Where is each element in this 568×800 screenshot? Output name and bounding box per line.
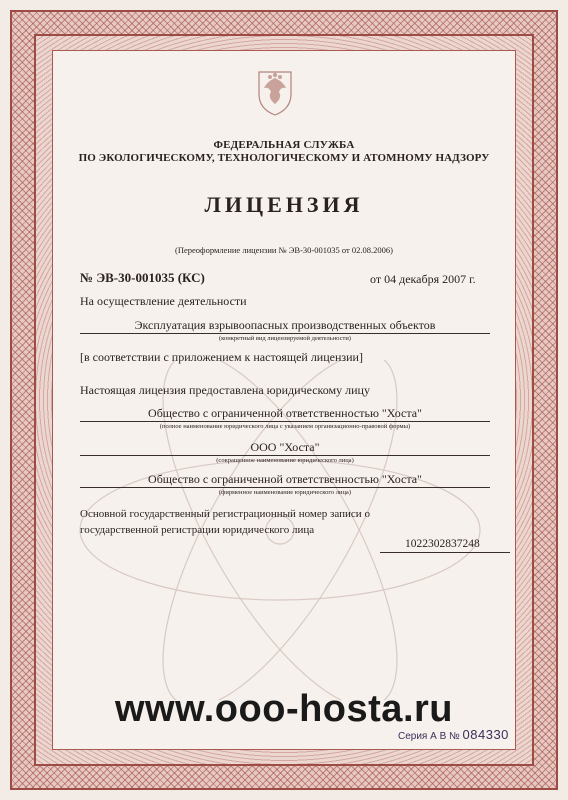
agency-name-line2: ПО ЭКОЛОГИЧЕСКОМУ, ТЕХНОЛОГИЧЕСКОМУ И АТОМНОМУ НАДЗОРУ [78, 152, 490, 164]
registration-underline [380, 552, 510, 553]
website-watermark: www.ooo-hosta.ru [114, 688, 453, 730]
annex-reference: [в соответствии с приложением к настоящей лицензии] [80, 350, 363, 364]
registration-label: Основной государственный регистрационный номер записи о государственной регистрации юридического лица [80, 508, 370, 536]
entity-brand-name: Общество с ограниченной ответственностью "Хоста" [148, 472, 422, 486]
reissue-note: (Переоформление лицензии № ЭВ-30-001035 от 02.08.2006) [175, 245, 393, 255]
entity-short-name-hint: (сокращенное наименование юридического лица) [216, 457, 354, 464]
entity-short-name: ООО "Хоста" [250, 440, 320, 454]
activity-label: На осуществление деятельности [80, 294, 247, 308]
entity-intro: Настоящая лицензия предоставлена юридическому лицу [80, 383, 370, 397]
entity-brand-name-hint: (фирменное наименование юридического лица) [219, 489, 351, 496]
license-date: от 04 декабря 2007 г. [370, 272, 476, 286]
registration-number: 1022302837248 [405, 538, 480, 550]
activity-hint: (конкретный вид лицензируемой деятельности) [219, 335, 351, 342]
entity-full-name-underline [80, 421, 490, 422]
entity-brand-name-underline [80, 487, 490, 488]
activity-underline [80, 333, 490, 334]
coat-of-arms-icon [255, 68, 295, 116]
agency-name-line1: ФЕДЕРАЛЬНАЯ СЛУЖБА [213, 139, 355, 151]
series-label: Серия А В № [398, 731, 460, 742]
series-number: 084330 [462, 727, 509, 742]
entity-full-name-hint: (полное наименование юридического лица с указанием организационно-правовой формы) [159, 423, 411, 430]
series-stamp [398, 727, 509, 742]
entity-full-name: Общество с ограниченной ответственностью "Хоста" [148, 406, 422, 420]
entity-short-name-underline [80, 455, 490, 456]
document-title: ЛИЦЕНЗИЯ [204, 192, 364, 217]
license-number: № ЭВ-30-001035 (КС) [80, 270, 205, 285]
activity-value: Эксплуатация взрывоопасных производственных объектов [134, 318, 436, 332]
